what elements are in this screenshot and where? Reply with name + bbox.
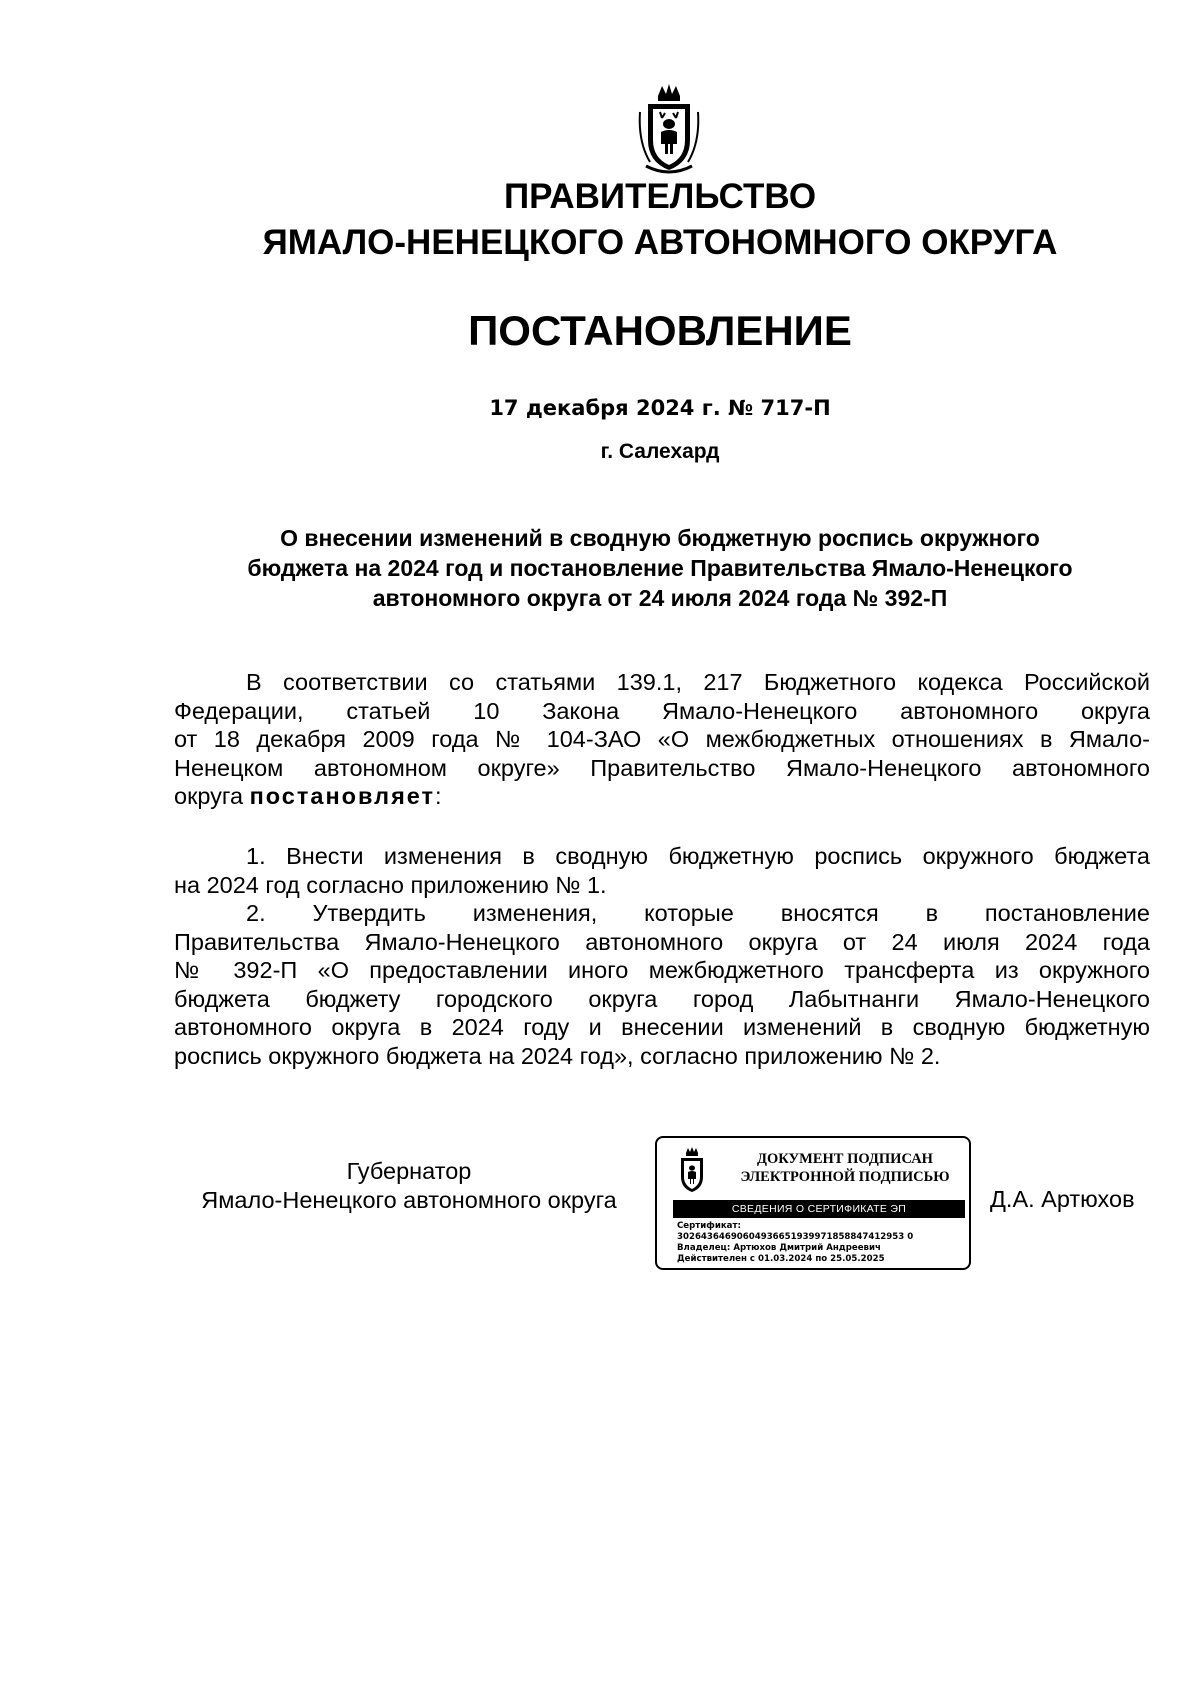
coat-of-arms-icon [636,82,702,178]
government-title-line1: ПРАВИТЕЛЬСТВО [503,177,817,216]
paragraph-line: от 18 декабря 2009 года № 104-ЗАО «О межбюджетных отношениях в Ямало- [174,726,1150,753]
certificate-details [677,1221,913,1265]
government-title-line2: ЯМАЛО-НЕНЕЦКОГО АВТОНОМНОГО ОКРУГА [262,223,1058,262]
paragraph-line: роспись окружного бюджета на 2024 год», согласно приложению № 2. [174,1042,941,1069]
government-title [0,174,1200,266]
paragraph-text: : [435,783,442,810]
stamp-heading [723,1150,967,1186]
signatory-name: Д.А. Артюхов [990,1186,1135,1212]
paragraph-line: № 392-П «О предоставлении иного межбюджетного трансферта из окружного [174,957,1150,984]
position-line: Губернатор [346,1158,472,1184]
paragraph-text: округа [174,783,250,810]
paragraph-line: Ненецком автономном округе» Правительство Ямало-Ненецкого автономного [174,754,1150,781]
coat-of-arms-icon [675,1146,709,1196]
paragraph-line: 1. Внести изменения в сводную бюджетную роспись окружного бюджета [246,843,1150,869]
subject-line: О внесении изменений в сводную бюджетную роспись окружного [280,525,1040,551]
paragraph-line: бюджета бюджету городского округа город Лабытнанги Ямало-Ненецкого [174,985,1150,1012]
paragraph-line: 2. Утвердить изменения, которые вносятся в постановление [246,900,1150,926]
paragraph-line: автономного округа в 2024 году и внесении изменений в сводную бюджетную [174,1014,1150,1041]
paragraph-line: Федерации, статьей 10 Закона Ямало-Ненецкого автономного округа [174,697,1150,724]
electronic-signature-stamp [655,1136,971,1270]
stamp-heading-line: ЭЛЕКТРОННОЙ ПОДПИСЬЮ [740,1169,950,1185]
signatory-position [174,1157,644,1215]
certificate-validity: Действителен с 01.03.2024 по 25.05.2025 [677,1254,885,1264]
certificate-number: 30264364690604936651939971858847412953 0 [677,1232,914,1242]
paragraph-line [174,782,1150,811]
certificate-owner: Владелец: Артюхов Дмитрий Андреевич [677,1243,881,1253]
city: г. Салехард [600,440,720,463]
position-line: Ямало-Ненецкого автономного округа [201,1187,617,1213]
stamp-heading-line: ДОКУМЕНТ ПОДПИСАН [757,1151,933,1167]
document-type: ПОСТАНОВЛЕНИЕ [468,307,852,354]
item-2-paragraph [174,899,1150,1071]
certificate-info-bar: СВЕДЕНИЯ О СЕРТИФИКАТЕ ЭП [673,1200,965,1218]
subject-line: бюджета на 2024 год и постановление Правительства Ямало-Ненецкого [247,555,1073,581]
date-and-number: 17 декабря 2024 г. № 717-П [489,396,831,420]
paragraph-line: В соответствии со статьями 139.1, 217 Бюджетного кодекса Российской [246,669,1150,695]
decree-keyword: постановляет [249,783,436,810]
document-subject [180,523,1140,613]
preamble-paragraph [174,668,1150,811]
certificate-label: Сертификат: [677,1221,741,1231]
item-1-paragraph [174,842,1150,899]
subject-line: автономного округа от 24 июля 2024 года № 392-П [372,585,948,611]
paragraph-line: на 2024 год согласно приложению № 1. [174,871,607,898]
paragraph-line: Правительства Ямало-Ненецкого автономного округа от 24 июля 2024 года [174,928,1150,955]
